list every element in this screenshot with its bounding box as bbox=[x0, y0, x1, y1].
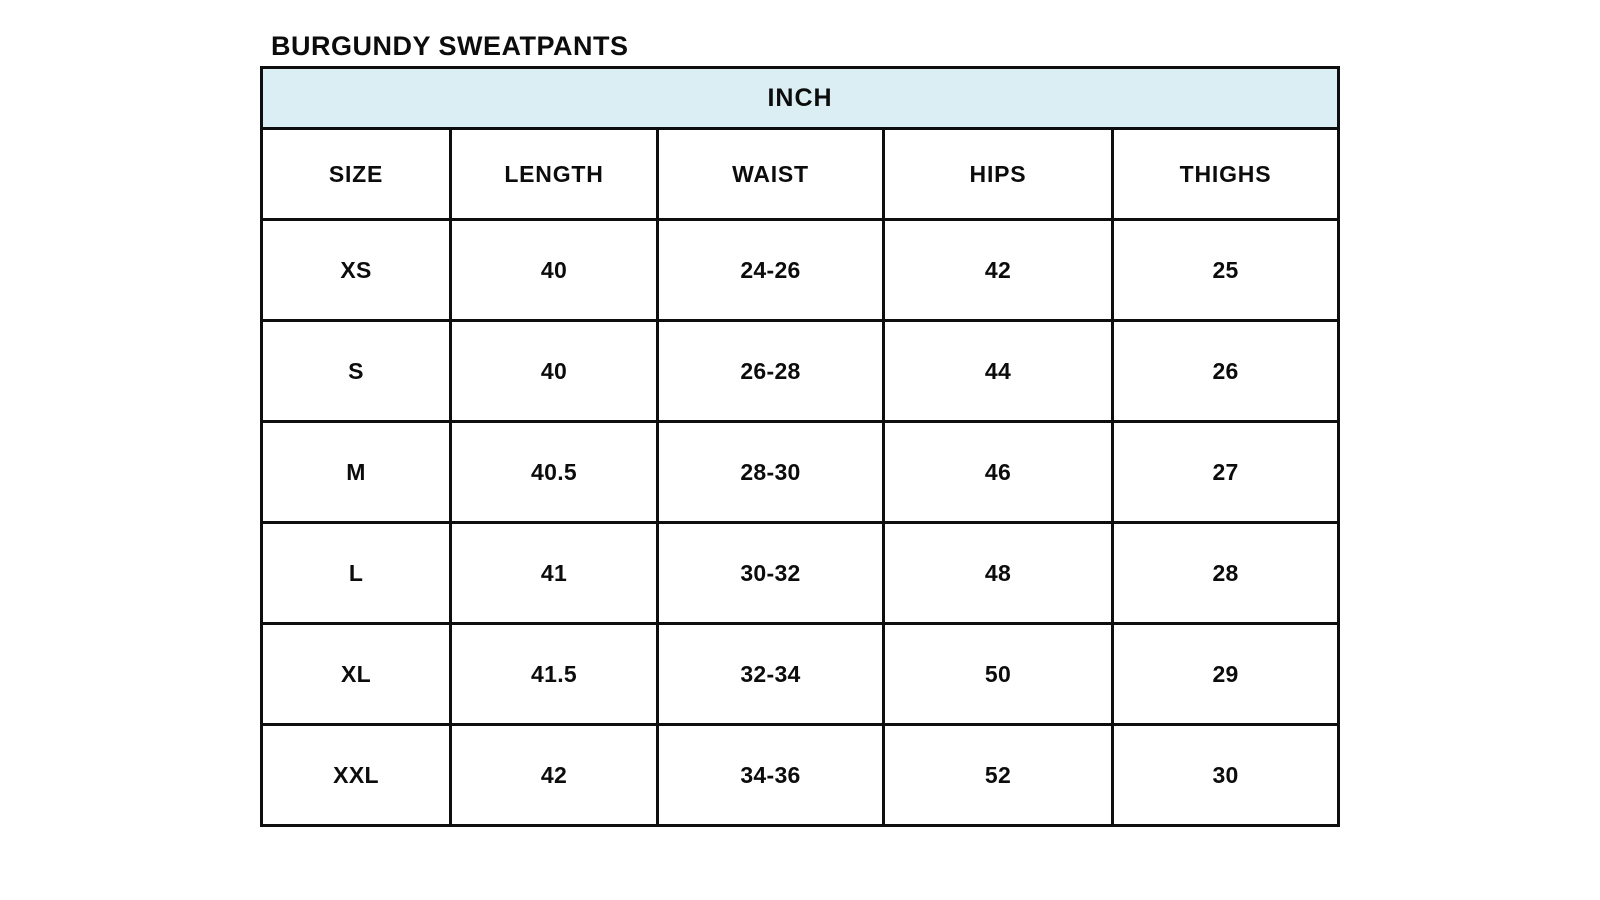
value-cell: 28 bbox=[1113, 523, 1339, 624]
chart-title: BURGUNDY SWEATPANTS bbox=[271, 31, 629, 61]
column-header-thighs: THIGHS bbox=[1113, 129, 1339, 220]
value-cell: 42 bbox=[451, 725, 658, 826]
table-row-l bbox=[262, 523, 1339, 624]
value-cell: 28-30 bbox=[658, 422, 884, 523]
value-cell: 29 bbox=[1113, 624, 1339, 725]
value-cell: 48 bbox=[884, 523, 1113, 624]
value-cell: 32-34 bbox=[658, 624, 884, 725]
table-row-xs bbox=[262, 220, 1339, 321]
size-label-cell: S bbox=[262, 321, 451, 422]
value-cell: 30-32 bbox=[658, 523, 884, 624]
value-cell: 41.5 bbox=[451, 624, 658, 725]
table-row-xxl bbox=[262, 725, 1339, 826]
value-cell: 34-36 bbox=[658, 725, 884, 826]
value-cell: 50 bbox=[884, 624, 1113, 725]
value-cell: 44 bbox=[884, 321, 1113, 422]
value-cell: 26-28 bbox=[658, 321, 884, 422]
size-label-cell: XL bbox=[262, 624, 451, 725]
value-cell: 27 bbox=[1113, 422, 1339, 523]
unit-header-row bbox=[262, 68, 1339, 129]
value-cell: 41 bbox=[451, 523, 658, 624]
value-cell: 24-26 bbox=[658, 220, 884, 321]
value-cell: 26 bbox=[1113, 321, 1339, 422]
value-cell: 30 bbox=[1113, 725, 1339, 826]
column-header-length: LENGTH bbox=[451, 129, 658, 220]
value-cell: 25 bbox=[1113, 220, 1339, 321]
size-label-cell: L bbox=[262, 523, 451, 624]
value-cell: 42 bbox=[884, 220, 1113, 321]
value-cell: 40.5 bbox=[451, 422, 658, 523]
table-row-m bbox=[262, 422, 1339, 523]
table-row-xl bbox=[262, 624, 1339, 725]
size-label-cell: M bbox=[262, 422, 451, 523]
value-cell: 46 bbox=[884, 422, 1113, 523]
column-header-row bbox=[262, 129, 1339, 220]
size-label-cell: XS bbox=[262, 220, 451, 321]
size-chart-table bbox=[260, 66, 1340, 827]
value-cell: 52 bbox=[884, 725, 1113, 826]
column-header-waist: WAIST bbox=[658, 129, 884, 220]
table-row-s bbox=[262, 321, 1339, 422]
value-cell: 40 bbox=[451, 321, 658, 422]
value-cell: 40 bbox=[451, 220, 658, 321]
unit-header: INCH bbox=[262, 68, 1339, 129]
column-header-size: SIZE bbox=[262, 129, 451, 220]
size-label-cell: XXL bbox=[262, 725, 451, 826]
column-header-hips: HIPS bbox=[884, 129, 1113, 220]
